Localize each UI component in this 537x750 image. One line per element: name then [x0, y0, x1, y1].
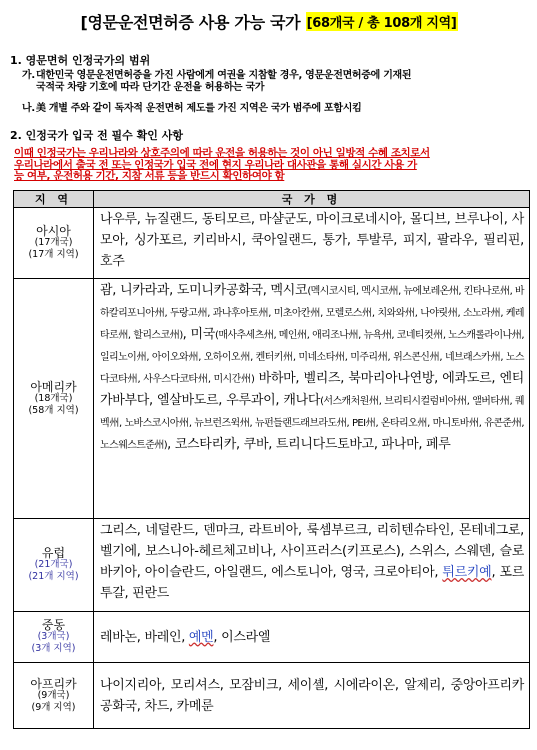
europe-countries-1: 그리스, 네덜란드, 덴마크, 라트비아, 룩셈부르크, 리히텐슈타인, 몬테네그로, 벨기에, 보스니아-헤르체고비나, 사이프러스(키프로스), 스위스, 스웨덴, 슬로바키아, 아이슬란드, 아일랜드, 에스토니아, 영국, 크로아티아, — [100, 523, 524, 580]
header-countries: 국 가 명 — [94, 191, 530, 208]
note-line-2: 우리나라에서 출국 전 또는 인정국가 입국 전에 현지 우리나라 대사관을 통해 실시간 사용 가 — [14, 158, 417, 171]
warning-note — [14, 148, 526, 183]
section-1-item-na — [22, 103, 530, 115]
countries-asia: 나우루, 뉴질랜드, 동티모르, 마샬군도, 마이크로네시아, 몰디브, 브루나이, 사모아, 싱가포르, 키리바시, 쿡아일랜드, 통가, 투발루, 피지, 팔라우, 필리핀, 호주 — [94, 208, 530, 279]
region-count-areas: (9개 지역) — [31, 701, 76, 713]
region-count-nations: (17개국) — [34, 237, 73, 248]
region-middle-east — [14, 612, 94, 663]
europe-country-turkiye: 튀르키예 — [442, 565, 492, 580]
table-row-asia — [14, 208, 530, 279]
item-na-text: 美 개별 주와 같이 독자적 운전면허 제도를 가진 지역은 국가 범주에 포함시킴 — [36, 103, 362, 114]
section-1-heading: 1. 영문면허 인정국가의 범위 — [10, 54, 151, 67]
page-title — [44, 8, 494, 34]
region-count-nations: (9개국) — [37, 689, 70, 701]
region-asia — [14, 208, 94, 279]
country-table — [13, 190, 530, 729]
title-main: [영문운전면허증 사용 가능 국가 — [80, 12, 301, 32]
countries-europe — [94, 519, 530, 612]
table-row-africa — [14, 663, 530, 729]
region-name: 유럽 — [41, 546, 66, 560]
middle-east-country-yemen: 예멘 — [188, 629, 214, 645]
region-americas — [14, 279, 94, 519]
europe-countries-3: , 포르투갈, 핀란드 — [100, 565, 524, 601]
item-ga-line2: 국적국 차량 기호에 따라 단기간 운전을 허용하는 국가 — [36, 82, 265, 93]
section-2-heading: 2. 인정국가 입국 전 필수 확인 사항 — [10, 129, 183, 142]
region-name: 아메리카 — [30, 379, 77, 394]
item-ga-marker: 가. — [22, 70, 35, 81]
table-row-europe — [14, 519, 530, 612]
countries-americas — [94, 279, 530, 519]
americas-countries-3: 바하마, 벨리즈, 북마리아나연방, 에콰도르, 엔티가바부다, 엘살바도르, 우루과이, 캐나다 — [100, 371, 524, 408]
americas-countries-1: 괌, 니카라과, 도미니카공화국, 멕시코 — [100, 283, 308, 298]
usa-states: (매사추세츠州, 메인州, 애리조나州, 뉴욕州, 코네티컷州, 노스캐롤라이나州, 일리노이州, 아이오와州, 오하이오州, 켄터키州, 미네소타州, 미주리州, 위스콘신州, 네브래스카州, 노스다코타州, 사우스다코타州, 미시간州) — [100, 330, 524, 385]
note-line-3: 능 여부, 운전허용 기간, 지참 서류 등을 반드시 확인하여야 함 — [14, 170, 285, 182]
americas-countries-4: , 코스타리카, 쿠바, 트리니다드토바고, 파나마, 페루 — [167, 437, 451, 452]
region-name: 아시아 — [36, 224, 71, 238]
region-count-areas: (58개 지역) — [28, 404, 79, 416]
header-region: 지 역 — [14, 191, 94, 208]
table-header-row — [14, 191, 530, 208]
mexico-states: (멕시코시티, 멕시코州, 뉴에보레온州, 킨타나로州, 바하칼리포니아州, 두랑고州, 과나후아토州, 미초아칸州, 모렐로스州, 치와와州, 나야릿州, 소노라州, 케레타로州, 할리스코州) — [100, 286, 524, 341]
middle-east-countries-1: 레바논, 바레인, — [100, 629, 189, 645]
region-count-areas: (21개 지역) — [28, 571, 79, 582]
region-name: 아프리카 — [30, 676, 77, 691]
item-na-marker: 나. — [22, 103, 35, 114]
countries-middle-east — [94, 612, 530, 663]
region-count-nations: (21개국) — [34, 559, 73, 570]
region-count-nations: (3개국) — [37, 631, 70, 642]
table-row-middle-east — [14, 612, 530, 663]
countries-africa: 나이지리아, 모리셔스, 모잠비크, 세이셸, 시에라이온, 알제리, 중앙아프리카공화국, 차드, 카메룬 — [94, 663, 530, 729]
item-ga-line1: 대한민국 영문운전면허증을 가진 사람에게 여권을 지참할 경우, 영문운전면허증에 기재된 — [36, 70, 412, 81]
region-africa — [14, 663, 94, 729]
title-highlight: [68개국 / 총 108개 지역] — [306, 12, 458, 31]
region-europe — [14, 519, 94, 612]
region-count-areas: (3개 지역) — [31, 643, 76, 654]
region-name: 중동 — [41, 618, 66, 632]
canada-provinces: (서스캐처원州, 브리티시컬럼비아州, 앨버타州, 퀘벡州, 노바스코시아州, 뉴브런즈윅州, 뉴펀들랜드래브라도州, PEI州, 온타리오州, 마니토바州, 유콘준州, 노스웨스트준州) — [100, 396, 524, 451]
americas-countries-2: , 미국 — [182, 327, 216, 342]
region-count-areas: (17개 지역) — [28, 249, 79, 260]
region-count-nations: (18개국) — [34, 392, 73, 404]
section-1-item-ga — [22, 70, 530, 94]
note-line-1: 이때 인정국가는 우리나라와 상호주의에 따라 운전을 허용하는 것이 아닌 일방적 수혜 조치로서 — [14, 147, 430, 159]
table-row-americas — [14, 279, 530, 519]
middle-east-countries-3: , 이스라엘 — [213, 629, 271, 645]
